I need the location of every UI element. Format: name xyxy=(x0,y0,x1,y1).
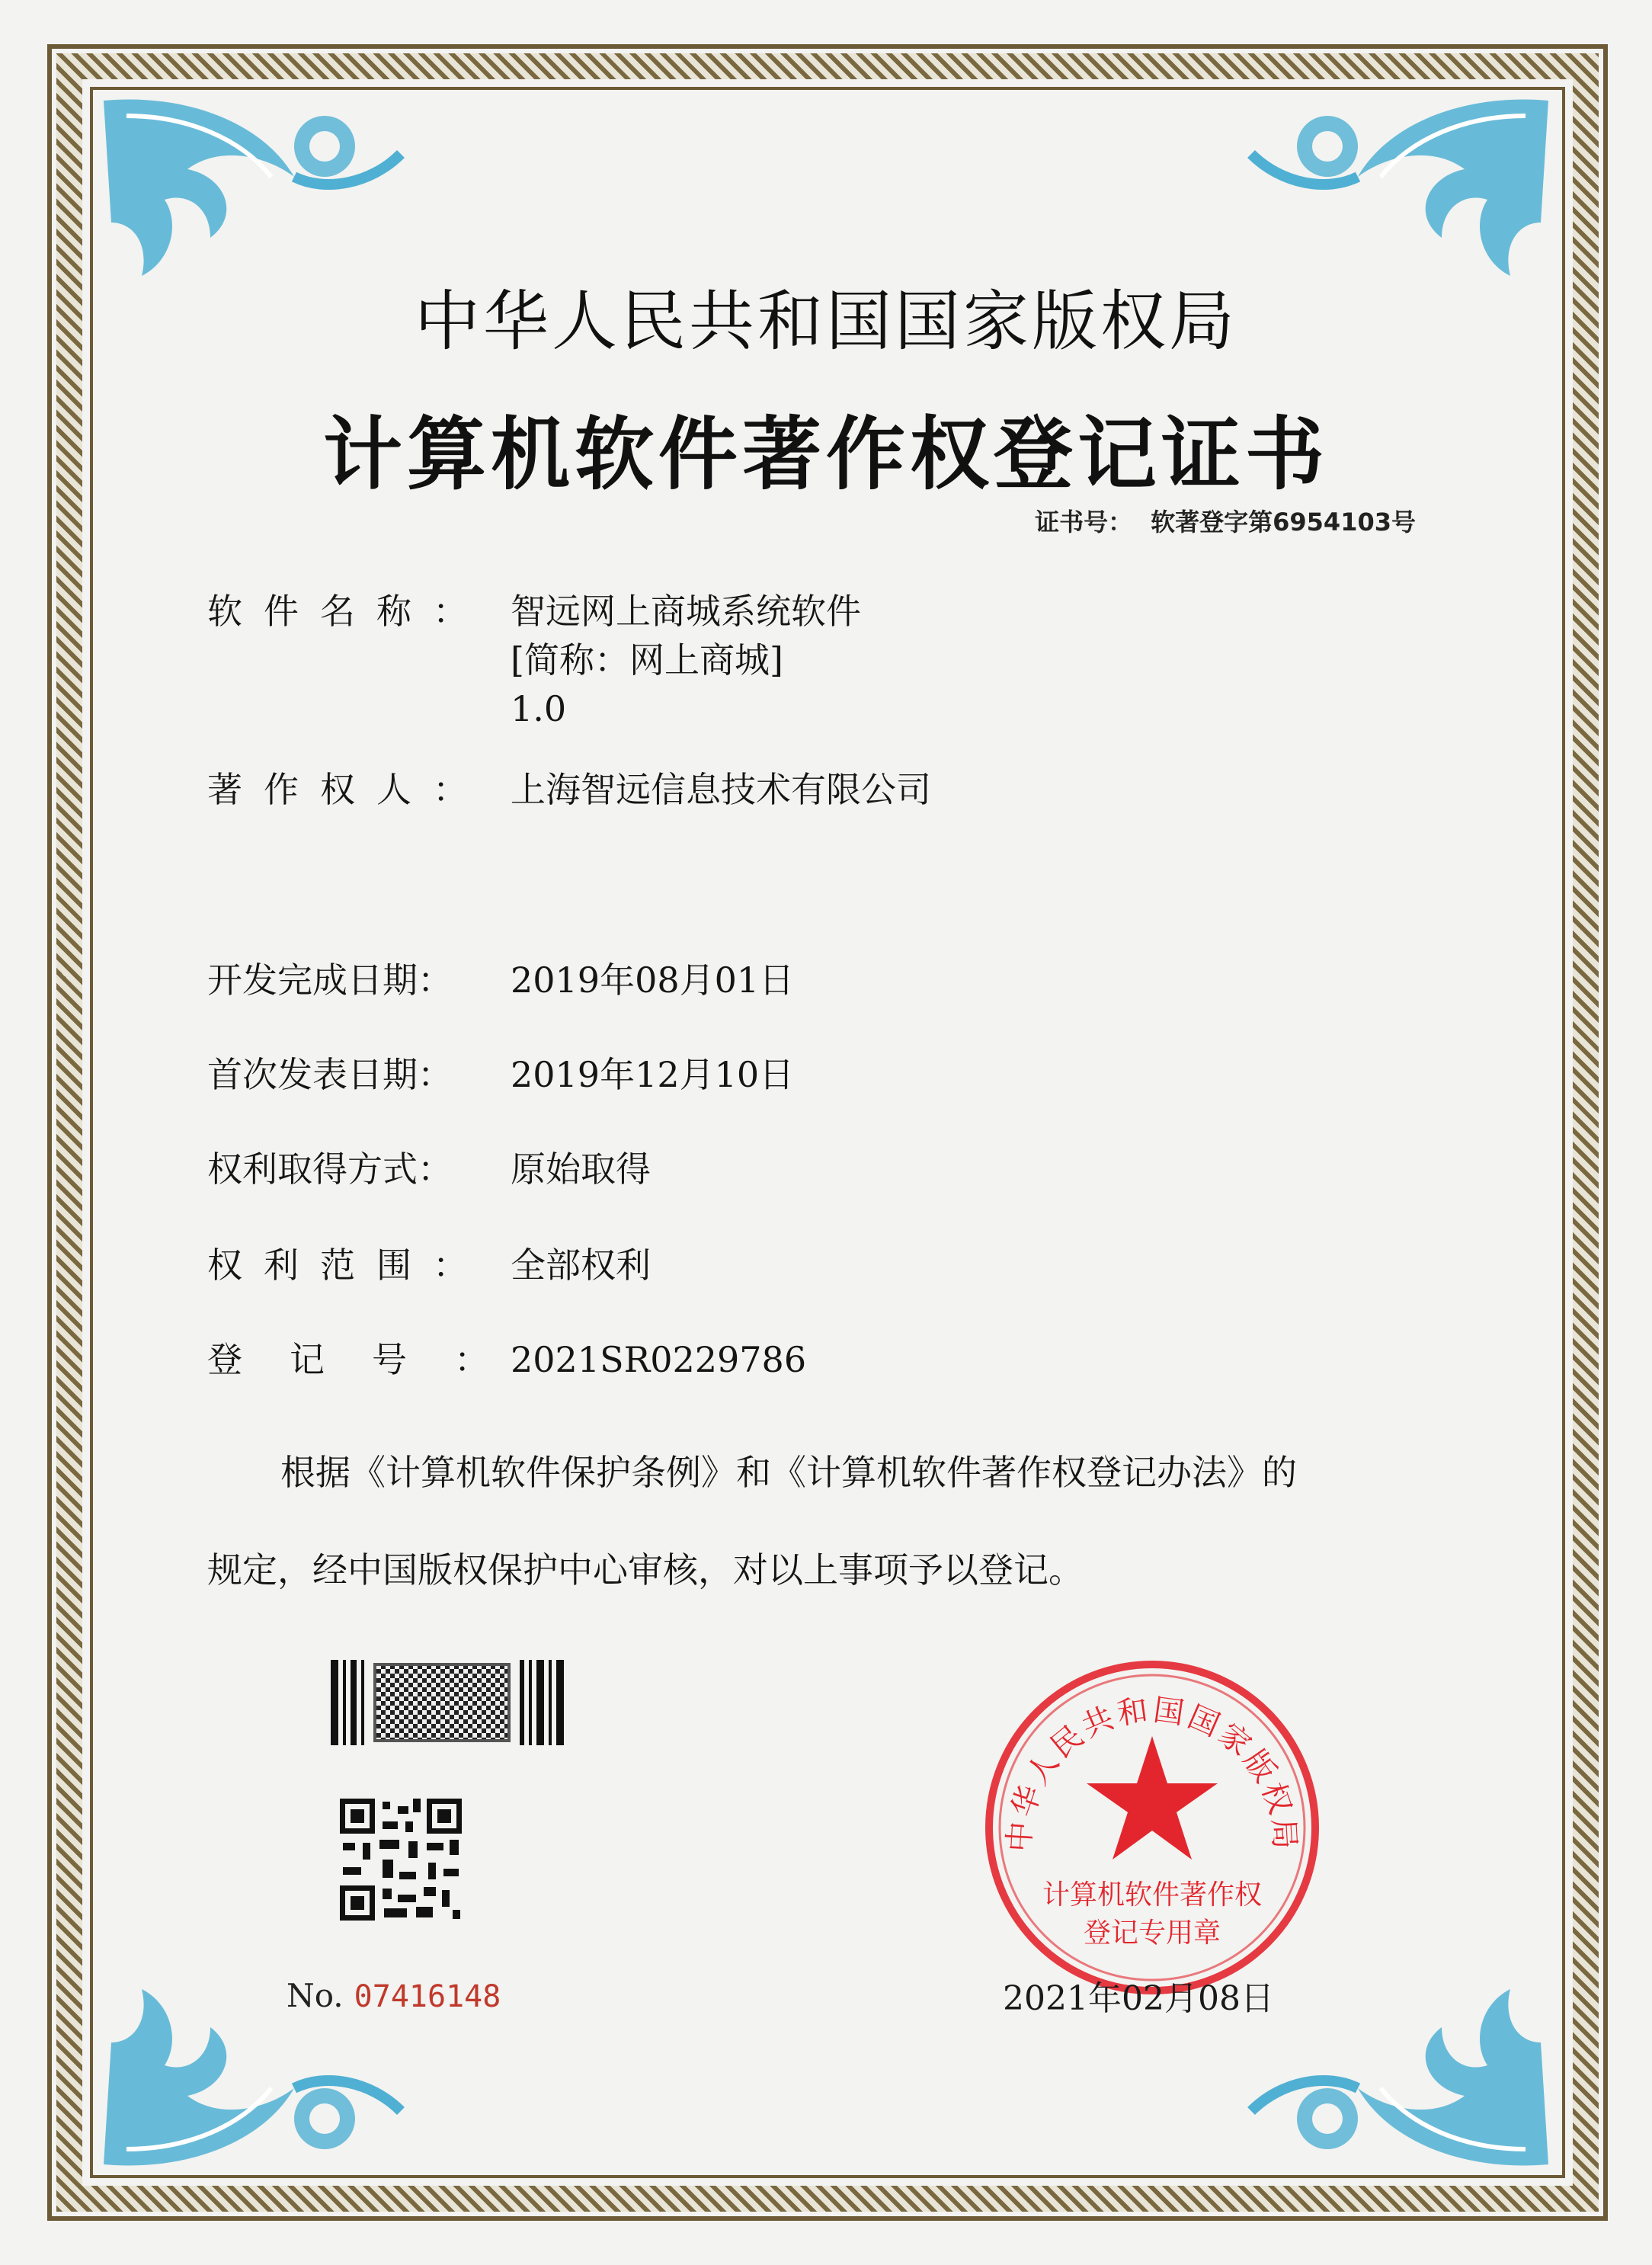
certificate-number-label: 证书号： xyxy=(1035,508,1133,537)
acquire-method-value: 原始取得 xyxy=(511,1149,651,1190)
field-dev-complete-date xyxy=(207,956,794,1004)
field-rights-scope xyxy=(207,1241,651,1289)
field-reg-no xyxy=(207,1335,806,1384)
certificate-title: 计算机软件著作权登记证书 xyxy=(322,408,1329,501)
field-acquire-method xyxy=(207,1145,651,1193)
software-version: 1.0 xyxy=(511,688,567,729)
field-first-publish-date xyxy=(207,1050,794,1099)
serial-value: 07416148 xyxy=(354,1979,501,2014)
serial-number xyxy=(287,1977,501,2014)
serial-label: No. xyxy=(287,1977,344,2014)
issuer-title: 中华人民共和国国家版权局 xyxy=(415,284,1237,360)
software-name-label: 软件名称： xyxy=(207,591,489,632)
dev-complete-date-label: 开发完成日期： xyxy=(207,960,453,1001)
software-name-value xyxy=(511,587,861,733)
qr-code-icon xyxy=(340,1799,462,1921)
rights-scope-value: 全部权利 xyxy=(511,1245,651,1286)
dev-complete-date-value: 2019年08月01日 xyxy=(511,960,795,1001)
statement-line2: 规定，经中国版权保护中心审核，对以上事项予以登记。 xyxy=(207,1549,1084,1591)
software-name-line2: [简称：网上商城] xyxy=(511,639,783,681)
certificate-number-value: 软著登字第6954103号 xyxy=(1151,508,1416,537)
statement-line1: 根据《计算机软件保护条例》和《计算机软件著作权登记办法》的 xyxy=(280,1452,1297,1493)
reg-no-label: 登记号： xyxy=(207,1339,536,1380)
seal-line2: 登记专用章 xyxy=(1083,1917,1221,1949)
seal-line1: 计算机软件著作权 xyxy=(1042,1879,1263,1911)
field-software-name xyxy=(207,587,861,733)
rights-scope-label: 权利范围： xyxy=(207,1245,489,1286)
first-publish-date-value: 2019年12月10日 xyxy=(511,1054,795,1095)
official-seal-icon xyxy=(977,1652,1327,2003)
seal-ring-text: 中华人民共和国国家版权局 xyxy=(1002,1692,1302,1853)
software-name-line1: 智远网上商城系统软件 xyxy=(511,591,861,632)
acquire-method-label: 权利取得方式： xyxy=(207,1149,453,1190)
field-copyright-owner xyxy=(207,765,931,814)
issue-date: 2021年02月08日 xyxy=(1003,1979,1274,2018)
copyright-owner-value: 上海智远信息技术有限公司 xyxy=(511,769,931,810)
reg-no-value: 2021SR0229786 xyxy=(511,1339,807,1380)
first-publish-date-label: 首次发表日期： xyxy=(207,1054,453,1095)
copyright-owner-label: 著作权人： xyxy=(207,769,489,810)
barcode-icon xyxy=(331,1660,564,1745)
certificate-number xyxy=(1035,503,1416,538)
